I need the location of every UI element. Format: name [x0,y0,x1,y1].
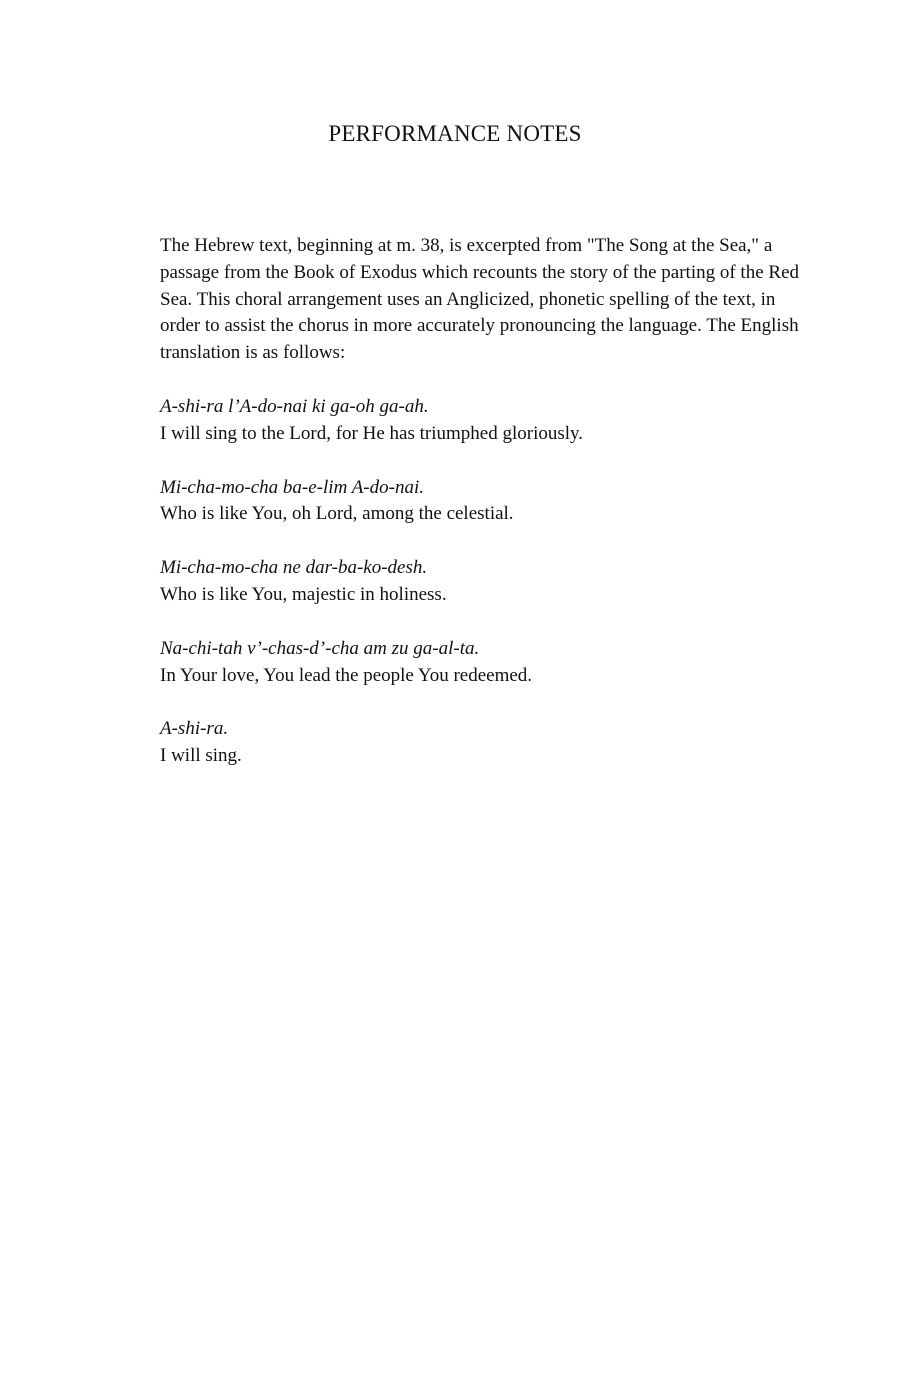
page-title: PERFORMANCE NOTES [328,121,582,146]
hebrew-transliteration: Mi-cha-mo-cha ne dar-ba-ko-desh. [160,557,428,579]
verse-stanza [160,716,800,770]
english-translation: Who is like You, oh Lord, among the celestial. [160,503,514,525]
verse-stanza [160,555,800,609]
hebrew-transliteration: A-shi-ra l’A-do-nai ki ga-oh ga-ah. [160,395,429,417]
verse-stanza [160,636,800,690]
intro-paragraph: The Hebrew text, beginning at m. 38, is excerpted from "The Song at the Sea," a passage from the Book of Exodus which recounts the story of the parting of the Red Sea. This choral arrangement uses an Anglicized, phonetic spelling of the text, in order to assist the chorus in more accurately pronouncing the language. The English translation is as follows: [160,235,799,364]
verse-stanza [160,475,800,529]
verse-stanza [160,394,800,448]
notes-body [160,233,800,797]
hebrew-transliteration: Na-chi-tah v’-chas-d’-cha am zu ga-al-ta. [160,637,480,659]
english-translation: Who is like You, majestic in holiness. [160,583,447,605]
english-translation: I will sing. [160,745,242,767]
english-translation: In Your love, You lead the people You redeemed. [160,664,533,686]
hebrew-transliteration: Mi-cha-mo-cha ba-e-lim A-do-nai. [160,476,424,498]
english-translation: I will sing to the Lord, for He has triumphed gloriously. [160,422,584,444]
hebrew-transliteration: A-shi-ra. [160,718,229,740]
